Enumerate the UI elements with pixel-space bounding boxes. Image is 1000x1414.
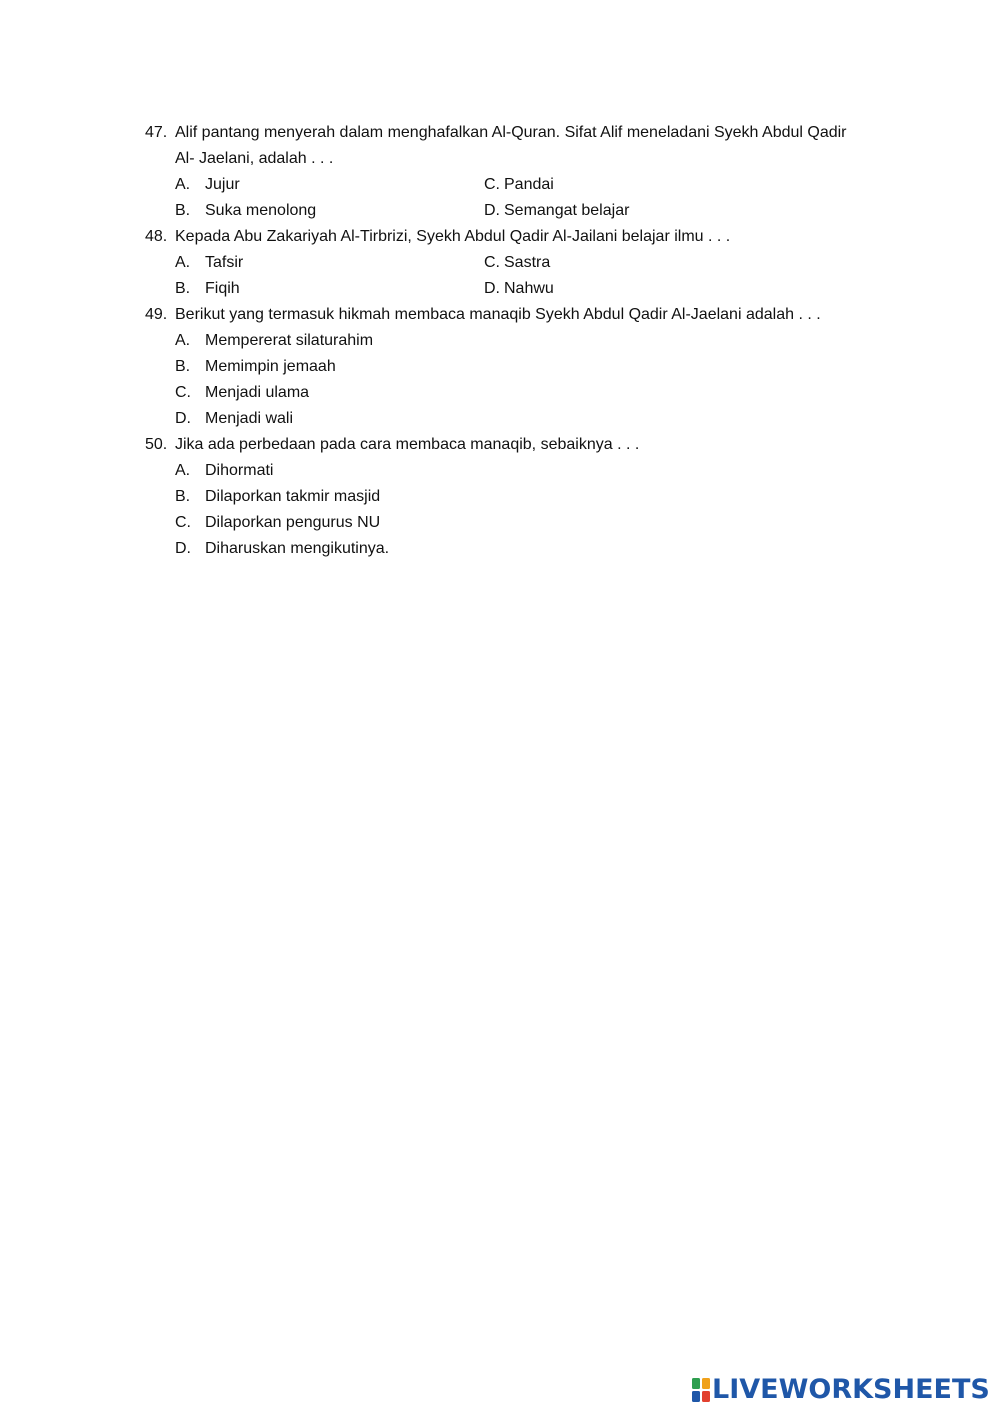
option-letter: B. [175, 280, 191, 297]
option-text: Dilaporkan takmir masjid [205, 488, 381, 505]
question-stem [145, 432, 865, 458]
liveworksheets-mark-icon [692, 1378, 710, 1402]
option-letter: A. [175, 254, 191, 271]
answer-option-b [175, 276, 484, 302]
answer-option-b [175, 354, 865, 380]
question-1 [145, 120, 865, 224]
option-text: Nahwu [504, 280, 554, 297]
answer-options [175, 250, 865, 302]
liveworksheets-logo [692, 1374, 990, 1406]
option-text: Jujur [205, 176, 240, 193]
answer-option-a [175, 458, 865, 484]
question-stem [145, 120, 865, 172]
question-stem [145, 302, 865, 328]
answer-options [175, 458, 865, 562]
option-letter: A. [175, 462, 191, 479]
option-letter: C. [175, 514, 191, 531]
option-text: Mempererat silaturahim [205, 332, 374, 349]
answer-option-d [484, 276, 784, 302]
answer-option-c [484, 250, 784, 276]
option-text: Diharuskan mengikutinya. [205, 540, 390, 557]
question-list [145, 120, 865, 562]
option-text: Sastra [504, 254, 551, 271]
brand-name: LIVEWORKSHEETS [712, 1374, 990, 1405]
option-text: Dilaporkan pengurus NU [205, 514, 381, 531]
question-text: Berikut yang termasuk hikmah membaca manaqib Syekh Abdul Qadir Al-Jaelani adalah . . . [175, 306, 821, 323]
option-letter: C. [175, 384, 191, 401]
answer-option-d [175, 406, 865, 432]
question-number: 49. [145, 306, 168, 323]
question-2 [145, 224, 865, 302]
option-letter: B. [175, 358, 191, 375]
answer-option-b [175, 198, 484, 224]
option-letter: B. [175, 488, 191, 505]
answer-option-c [175, 380, 865, 406]
option-letter: C. [484, 176, 500, 193]
answer-option-a [175, 250, 484, 276]
option-text: Menjadi ulama [205, 384, 310, 401]
question-text: Kepada Abu Zakariyah Al-Tirbrizi, Syekh Abdul Qadir Al-Jailani belajar ilmu . . . [175, 228, 731, 245]
option-text: Tafsir [205, 254, 244, 271]
answer-option-c [484, 172, 784, 198]
option-text: Menjadi wali [205, 410, 294, 427]
answer-option-d [484, 198, 784, 224]
answer-option-a [175, 328, 865, 354]
question-number: 50. [145, 436, 168, 453]
question-number: 47. [145, 124, 168, 141]
option-letter: D. [484, 280, 500, 297]
question-number: 48. [145, 228, 168, 245]
option-letter: C. [484, 254, 500, 271]
answer-option-b [175, 484, 865, 510]
option-letter: B. [175, 202, 191, 219]
option-letter: D. [175, 540, 191, 557]
option-text: Dihormati [205, 462, 274, 479]
question-stem [145, 224, 865, 250]
option-letter: A. [175, 176, 191, 193]
option-letter: A. [175, 332, 191, 349]
answer-option-c [175, 510, 865, 536]
answer-options [175, 328, 865, 432]
question-3 [145, 302, 865, 432]
option-text: Suka menolong [205, 202, 317, 219]
question-4 [145, 432, 865, 562]
option-letter: D. [484, 202, 500, 219]
question-text: Alif pantang menyerah dalam menghafalkan Al-Quran. Sifat Alif meneladani Syekh Abdul Qadir Al- Jaelani, adalah . . . [175, 124, 847, 167]
mark-block-3 [692, 1391, 700, 1402]
mark-block-2 [702, 1378, 710, 1389]
option-text: Fiqih [205, 280, 240, 297]
mark-block-1 [692, 1378, 700, 1389]
option-text: Semangat belajar [504, 202, 630, 219]
question-text: Jika ada perbedaan pada cara membaca manaqib, sebaiknya . . . [175, 436, 640, 453]
option-text: Pandai [504, 176, 554, 193]
answer-option-a [175, 172, 484, 198]
mark-block-4 [702, 1391, 710, 1402]
option-text: Memimpin jemaah [205, 358, 336, 375]
option-letter: D. [175, 410, 191, 427]
answer-option-d [175, 536, 865, 562]
answer-options [175, 172, 865, 224]
